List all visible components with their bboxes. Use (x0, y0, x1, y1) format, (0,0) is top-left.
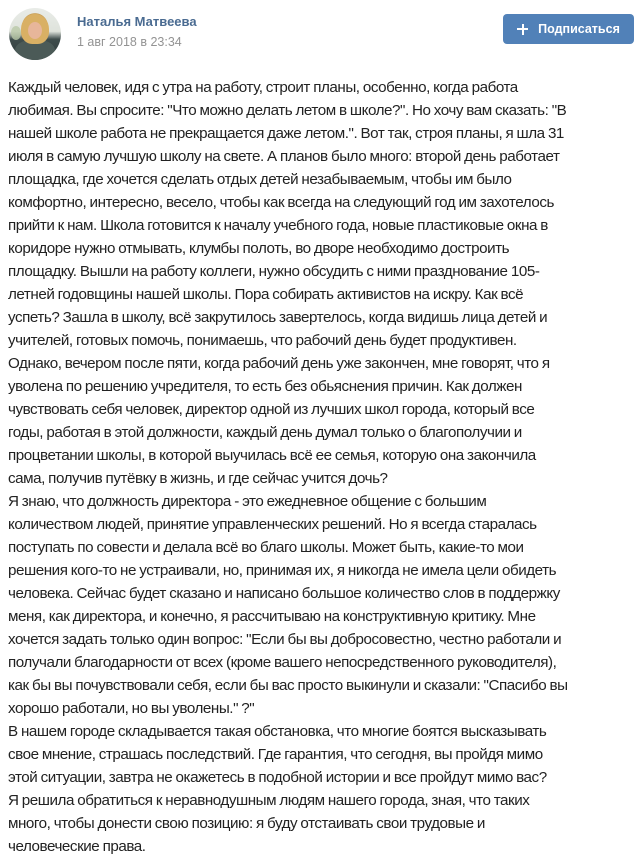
text-line: процветании школы, в которой выучилась всё ее семья, которую она закончила (8, 447, 536, 464)
text-line: свое мнение, страшась последствий. Где гарантия, что сегодня, вы пройдя мимо (8, 746, 543, 763)
text-line: этой ситуации, завтра не окажетесь в подобной истории и все пройдут мимо вас? (8, 769, 547, 786)
post-body-text (8, 76, 638, 858)
text-line: много, чтобы донести свою позицию: я буду отстаивать свои трудовые и (8, 815, 485, 832)
text-line: годы, работая в этой должности, каждый день думал только о благополучии и (8, 424, 522, 441)
text-line: человеческие права. (8, 838, 146, 855)
text-line: успеть? Зашла в школу, всё закрутилось завертелось, когда видишь лица детей и (8, 309, 548, 326)
text-line: уволена по решению учредителя, то есть без обьяснения причин. Как должен (8, 378, 522, 395)
text-line: площадку. Вышли на работу коллеги, нужно обсудить с ними празднование 105- (8, 263, 540, 280)
subscribe-button-label: Подписаться (538, 22, 620, 36)
text-line: летней годовщины нашей школы. Пора собирать активистов на искру. Как всё (8, 286, 524, 303)
post-date-link[interactable]: 1 авг 2018 в 23:34 (77, 35, 182, 49)
text-line: комфортно, интересно, весело, чтобы как всегда на следующий год им захотелось (8, 194, 554, 211)
text-line: прийти к нам. Школа готовится к началу учебного года, новые пластиковые окна в (8, 217, 548, 234)
text-line: Каждый человек, идя с утра на работу, строит планы, особенно, когда работа (8, 79, 518, 96)
avatar-background-plant (11, 26, 21, 40)
author-avatar[interactable] (9, 8, 61, 60)
text-line: В нашем городе складывается такая обстановка, что многие боятся высказывать (8, 723, 547, 740)
text-line: получали благодарности от всех (кроме вашего непосредственного руководителя), (8, 654, 557, 671)
text-line: количеством людей, принятие управленческих решений. Но я всегда старалась (8, 516, 537, 533)
text-line: любимая. Вы спросите: "Что можно делать летом в школе?". Но хочу вам сказать: "В (8, 102, 567, 119)
text-line: поступать по совести и делала всё во благо школы. Может быть, какие-то мои (8, 539, 524, 556)
text-line: Я решила обратиться к неравнодушным людям нашего города, зная, что таких (8, 792, 530, 809)
text-line: как бы вы почувствовали себя, если бы вас просто выкинули и сказали: "Спасибо вы (8, 677, 568, 694)
subscribe-button[interactable] (503, 14, 634, 44)
author-name-link[interactable]: Наталья Матвеева (77, 14, 197, 29)
text-line: меня, как директора, и конечно, я рассчитываю на конструктивную критику. Мне (8, 608, 536, 625)
avatar-face (28, 22, 42, 39)
text-line: сама, получив путёвку в жизнь, и где сейчас учится дочь? (8, 470, 388, 487)
text-line: коридоре нужно отмывать, клумбы полоть, во дворе необходимо достроить (8, 240, 510, 257)
post-header (0, 0, 640, 70)
text-line: решения кого-то не устраивали, но, принимая их, я никогда не имела цели обидеть (8, 562, 557, 579)
text-line: площадка, где хочется сделать отдых детей незабываемым, чтобы им было (8, 171, 512, 188)
text-line: июля в самую лучшую школу на свете. А планов было много: второй день работает (8, 148, 560, 165)
text-line: хочется задать только один вопрос: "Если бы вы добросовестно, честно работали и (8, 631, 562, 648)
text-line: чувствовать себя человек, директор одной из лучших школ города, который все (8, 401, 535, 418)
text-line: нашей школе работа не прекращается даже летом.". Вот так, строя планы, я шла 31 (8, 125, 564, 142)
text-line: хорошо работали, но вы уволены." ?" (8, 700, 255, 717)
text-line: учителей, готовых помочь, понимаешь, что рабочий день будет продуктивен. (8, 332, 517, 349)
text-line: Я знаю, что должность директора - это ежедневное общение с большим (8, 493, 487, 510)
text-line: Однако, вечером после пяти, когда рабочий день уже закончен, мне говорят, что я (8, 355, 550, 372)
text-line: человека. Сейчас будет сказано и написано большое количество слов в поддержку (8, 585, 560, 602)
plus-icon (517, 24, 528, 35)
